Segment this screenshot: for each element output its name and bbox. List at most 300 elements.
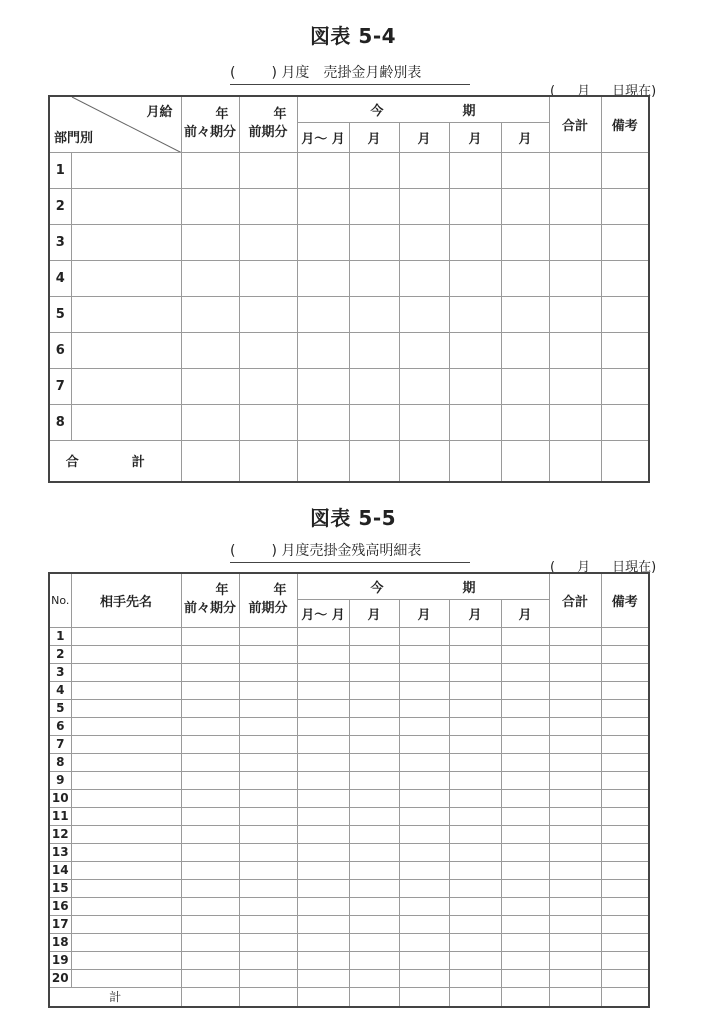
- table-cell: [239, 897, 297, 915]
- table-cell: [71, 188, 181, 224]
- table-cell: [601, 879, 649, 897]
- table-cell: [449, 951, 501, 969]
- table-cell: [501, 188, 549, 224]
- table-cell: [239, 188, 297, 224]
- table-cell: [297, 825, 349, 843]
- row-number: 3: [49, 663, 71, 681]
- table-cell: [239, 843, 297, 861]
- table-cell: [399, 404, 449, 440]
- table-cell: [71, 627, 181, 645]
- table-cell: [297, 627, 349, 645]
- table-cell: [181, 260, 239, 296]
- table-row: [49, 404, 649, 440]
- table-cell: [181, 224, 239, 260]
- table-cell: [181, 404, 239, 440]
- table-cell: [297, 789, 349, 807]
- col-month-range: 月～ 月: [297, 599, 349, 627]
- table-cell: [549, 951, 601, 969]
- table-cell: [297, 260, 349, 296]
- diagonal-header-cell: [49, 96, 181, 152]
- table-cell: [549, 260, 601, 296]
- header-row-1: [49, 96, 649, 122]
- table-cell: [601, 440, 649, 482]
- table-cell: [601, 789, 649, 807]
- table-cell: [501, 152, 549, 188]
- row-number: 19: [49, 951, 71, 969]
- table-cell: [399, 969, 449, 987]
- table-cell: [399, 807, 449, 825]
- table-title-balance: [230, 540, 470, 563]
- table-cell: [549, 152, 601, 188]
- table-cell: [297, 296, 349, 332]
- table-cell: [549, 224, 601, 260]
- table-cell: [239, 807, 297, 825]
- table-cell: [549, 735, 601, 753]
- table-cell: [549, 188, 601, 224]
- row-number: 6: [49, 332, 71, 368]
- table-cell: [601, 645, 649, 663]
- table-cell: [601, 296, 649, 332]
- table-row: [49, 260, 649, 296]
- col-prev-label: 前期分: [248, 601, 288, 617]
- table-row: [49, 825, 649, 843]
- table-cell: [71, 825, 181, 843]
- as-of-day: 日現在): [612, 84, 657, 99]
- as-of-paren: (: [550, 84, 556, 99]
- table-row: [49, 753, 649, 771]
- table-cell: [601, 807, 649, 825]
- table-cell: [549, 933, 601, 951]
- table-row: [49, 296, 649, 332]
- table-cell: [297, 951, 349, 969]
- as-of-paren: (: [550, 560, 556, 575]
- table-cell: [297, 332, 349, 368]
- table-row: [49, 224, 649, 260]
- table-cell: [181, 771, 239, 789]
- table-cell: [349, 735, 399, 753]
- paren-open: (: [230, 543, 236, 559]
- table-cell: [501, 879, 549, 897]
- table-cell: [239, 915, 297, 933]
- table-cell: [181, 879, 239, 897]
- table-cell: [549, 843, 601, 861]
- table-cell: [181, 951, 239, 969]
- table-cell: [71, 645, 181, 663]
- row-number: 12: [49, 825, 71, 843]
- table-cell: [399, 735, 449, 753]
- table-cell: [449, 969, 501, 987]
- table-row: [49, 897, 649, 915]
- table-cell: [449, 843, 501, 861]
- col-month: 月: [449, 122, 501, 152]
- table-cell: [181, 915, 239, 933]
- table-cell: [501, 969, 549, 987]
- table-cell: [181, 933, 239, 951]
- table-cell: [449, 807, 501, 825]
- table-cell: [71, 717, 181, 735]
- table-cell: [239, 987, 297, 1007]
- table-row: [49, 735, 649, 753]
- table-cell: [239, 753, 297, 771]
- table-cell: [297, 681, 349, 699]
- table-row: [49, 645, 649, 663]
- table-cell: [239, 735, 297, 753]
- row-number: 8: [49, 404, 71, 440]
- table-cell: [349, 440, 399, 482]
- table-cell: [449, 663, 501, 681]
- row-number: 2: [49, 188, 71, 224]
- table-cell: [239, 152, 297, 188]
- table-cell: [501, 699, 549, 717]
- table-cell: [349, 987, 399, 1007]
- table-cell: [399, 933, 449, 951]
- table-cell: [601, 627, 649, 645]
- table-cell: [349, 627, 399, 645]
- table-cell: [349, 825, 399, 843]
- table-cell: [549, 699, 601, 717]
- table-cell: [399, 627, 449, 645]
- table-cell: [349, 645, 399, 663]
- table-cell: [501, 332, 549, 368]
- table-cell: [239, 332, 297, 368]
- as-of-month: 月: [577, 560, 591, 575]
- table-cell: [549, 825, 601, 843]
- table-cell: [449, 627, 501, 645]
- table-cell: [239, 951, 297, 969]
- table-cell: [601, 681, 649, 699]
- table-cell: [297, 771, 349, 789]
- row-number: 1: [49, 152, 71, 188]
- row-number: 18: [49, 933, 71, 951]
- table-cell: [549, 663, 601, 681]
- table-cell: [297, 843, 349, 861]
- table-cell: [297, 807, 349, 825]
- table-cell: [71, 933, 181, 951]
- table-cell: [501, 915, 549, 933]
- as-of-month: 月: [577, 84, 591, 99]
- table-cell: [349, 879, 399, 897]
- col-prev2: [181, 96, 239, 152]
- col-month: 月: [501, 122, 549, 152]
- table-cell: [601, 735, 649, 753]
- paren-open: (: [230, 65, 236, 81]
- col-prev2-label: 前々期分: [183, 125, 236, 141]
- table-cell: [399, 645, 449, 663]
- table-cell: [601, 152, 649, 188]
- table-cell: [239, 645, 297, 663]
- table-cell: [181, 627, 239, 645]
- table-cell: [349, 296, 399, 332]
- table-cell: [71, 771, 181, 789]
- current-period-b: 期: [462, 580, 476, 596]
- table-cell: [181, 861, 239, 879]
- col-month-range: 月～ 月: [297, 122, 349, 152]
- row-number: 17: [49, 915, 71, 933]
- table-cell: [449, 645, 501, 663]
- table-row: [49, 368, 649, 404]
- table-cell: [549, 627, 601, 645]
- table-cell: [71, 404, 181, 440]
- table-cell: [549, 368, 601, 404]
- table-row: [49, 627, 649, 645]
- current-period-b: 期: [462, 103, 476, 119]
- table-cell: [549, 681, 601, 699]
- table-row: [49, 152, 649, 188]
- table-cell: [349, 753, 399, 771]
- table-cell: [501, 987, 549, 1007]
- table-cell: [501, 440, 549, 482]
- table-cell: [181, 807, 239, 825]
- table-cell: [71, 735, 181, 753]
- col-total: 合計: [549, 96, 601, 152]
- table-cell: [549, 296, 601, 332]
- header-row-1: [49, 573, 649, 599]
- table-cell: [449, 789, 501, 807]
- table-cell: [239, 368, 297, 404]
- col-prev-label: 前期分: [248, 125, 288, 141]
- table-cell: [501, 368, 549, 404]
- table-cell: [449, 879, 501, 897]
- table-cell: [349, 404, 399, 440]
- table-cell: [601, 404, 649, 440]
- table-cell: [71, 879, 181, 897]
- row-number: 5: [49, 699, 71, 717]
- table-cell: [349, 681, 399, 699]
- row-number: 20: [49, 969, 71, 987]
- row-number: 1: [49, 627, 71, 645]
- title-text: 月度 売掛金月齢別表: [281, 65, 422, 81]
- table-cell: [181, 735, 239, 753]
- table-cell: [181, 753, 239, 771]
- table-cell: [349, 699, 399, 717]
- table-cell: [549, 771, 601, 789]
- col-no: No.: [49, 573, 71, 627]
- table-cell: [297, 735, 349, 753]
- table-cell: [349, 663, 399, 681]
- total-row: [49, 987, 649, 1007]
- table-cell: [501, 404, 549, 440]
- col-prev: [239, 96, 297, 152]
- table-cell: [349, 152, 399, 188]
- row-number: 5: [49, 296, 71, 332]
- table-cell: [71, 789, 181, 807]
- table-cell: [239, 879, 297, 897]
- table-cell: [239, 663, 297, 681]
- table-cell: [181, 188, 239, 224]
- table-cell: [349, 224, 399, 260]
- table-cell: [349, 951, 399, 969]
- balance-table-body: [49, 627, 649, 987]
- table-cell: [239, 404, 297, 440]
- paren-close: ): [271, 65, 277, 81]
- table-cell: [239, 717, 297, 735]
- col-prev2: [181, 573, 239, 627]
- table-cell: [549, 861, 601, 879]
- table-cell: [399, 152, 449, 188]
- table-cell: [297, 969, 349, 987]
- table-cell: [349, 843, 399, 861]
- table-cell: [239, 627, 297, 645]
- table-cell: [71, 681, 181, 699]
- total-row-label: 計: [49, 987, 181, 1007]
- table-cell: [349, 188, 399, 224]
- col-remarks: 備考: [601, 573, 649, 627]
- table-cell: [297, 897, 349, 915]
- table-cell: [501, 296, 549, 332]
- table-cell: [239, 296, 297, 332]
- table-cell: [449, 332, 501, 368]
- table-cell: [399, 861, 449, 879]
- aging-table-body: [49, 152, 649, 440]
- table-cell: [501, 224, 549, 260]
- table-cell: [601, 699, 649, 717]
- table-cell: [501, 681, 549, 699]
- table-cell: [549, 969, 601, 987]
- table-cell: [297, 987, 349, 1007]
- table-cell: [601, 861, 649, 879]
- table-cell: [501, 771, 549, 789]
- col-prev-year: 年: [273, 583, 287, 599]
- table-cell: [349, 915, 399, 933]
- table-cell: [297, 188, 349, 224]
- aging-table: [48, 95, 650, 483]
- row-number: 13: [49, 843, 71, 861]
- table-cell: [399, 753, 449, 771]
- table-cell: [549, 879, 601, 897]
- table-cell: [601, 951, 649, 969]
- table-cell: [181, 681, 239, 699]
- table-cell: [549, 789, 601, 807]
- table-cell: [601, 825, 649, 843]
- table-cell: [239, 789, 297, 807]
- table-cell: [601, 188, 649, 224]
- table-cell: [549, 897, 601, 915]
- table-cell: [71, 296, 181, 332]
- table-cell: [297, 368, 349, 404]
- row-number: 4: [49, 681, 71, 699]
- table-cell: [297, 224, 349, 260]
- table-cell: [449, 753, 501, 771]
- table-cell: [239, 771, 297, 789]
- table-row: [49, 969, 649, 987]
- table-cell: [601, 933, 649, 951]
- balance-table: [48, 572, 650, 1008]
- table-cell: [601, 897, 649, 915]
- table-cell: [449, 933, 501, 951]
- table-cell: [181, 440, 239, 482]
- table-cell: [297, 933, 349, 951]
- table-cell: [239, 224, 297, 260]
- figure-title-5-5: 図表 5-5: [309, 506, 397, 530]
- table-cell: [501, 663, 549, 681]
- table-cell: [349, 969, 399, 987]
- table-cell: [349, 897, 399, 915]
- table-cell: [449, 296, 501, 332]
- table-cell: [501, 897, 549, 915]
- col-prev2-year: 年: [215, 583, 229, 599]
- table-cell: [399, 951, 449, 969]
- table-cell: [399, 879, 449, 897]
- figure-title-5-4: 図表 5-4: [309, 24, 397, 48]
- table-cell: [71, 152, 181, 188]
- table-cell: [297, 645, 349, 663]
- table-cell: [399, 296, 449, 332]
- current-period-a: 今: [370, 580, 384, 596]
- table-cell: [399, 789, 449, 807]
- table-cell: [239, 933, 297, 951]
- table-cell: [601, 717, 649, 735]
- table-cell: [501, 260, 549, 296]
- table-cell: [399, 717, 449, 735]
- table-cell: [239, 861, 297, 879]
- table-cell: [399, 188, 449, 224]
- table-cell: [181, 368, 239, 404]
- row-number: 10: [49, 789, 71, 807]
- table-cell: [549, 717, 601, 735]
- table-cell: [501, 807, 549, 825]
- table-cell: [549, 807, 601, 825]
- table-cell: [549, 753, 601, 771]
- table-cell: [449, 188, 501, 224]
- table-cell: [71, 843, 181, 861]
- col-month: 月: [349, 599, 399, 627]
- table-row: [49, 789, 649, 807]
- table-cell: [399, 825, 449, 843]
- table-cell: [239, 440, 297, 482]
- table-row: [49, 933, 649, 951]
- table-cell: [297, 879, 349, 897]
- table-cell: [297, 440, 349, 482]
- row-number: 16: [49, 897, 71, 915]
- table-cell: [449, 681, 501, 699]
- table-cell: [399, 699, 449, 717]
- total-row: [49, 440, 649, 482]
- table-cell: [501, 825, 549, 843]
- table-cell: [349, 933, 399, 951]
- table-cell: [399, 915, 449, 933]
- table-cell: [399, 440, 449, 482]
- table-cell: [449, 699, 501, 717]
- table-cell: [181, 987, 239, 1007]
- table-cell: [181, 897, 239, 915]
- paren-close: ): [271, 543, 277, 559]
- table-cell: [449, 717, 501, 735]
- table-cell: [297, 152, 349, 188]
- table-cell: [297, 915, 349, 933]
- table-cell: [349, 771, 399, 789]
- table-cell: [449, 440, 501, 482]
- table-row: [49, 681, 649, 699]
- diag-bottom-label: 部門別: [54, 130, 94, 146]
- table-row: [49, 717, 649, 735]
- col-total: 合計: [549, 573, 601, 627]
- table-cell: [349, 368, 399, 404]
- table-cell: [399, 368, 449, 404]
- row-number: 15: [49, 879, 71, 897]
- current-period-header: [297, 96, 549, 122]
- table-cell: [349, 861, 399, 879]
- table-cell: [181, 296, 239, 332]
- table-cell: [501, 753, 549, 771]
- table-cell: [549, 987, 601, 1007]
- table-cell: [239, 825, 297, 843]
- col-prev2-year: 年: [215, 107, 229, 123]
- row-number: 7: [49, 368, 71, 404]
- col-month: 月: [449, 599, 501, 627]
- table-cell: [349, 260, 399, 296]
- table-cell: [71, 753, 181, 771]
- row-number: 2: [49, 645, 71, 663]
